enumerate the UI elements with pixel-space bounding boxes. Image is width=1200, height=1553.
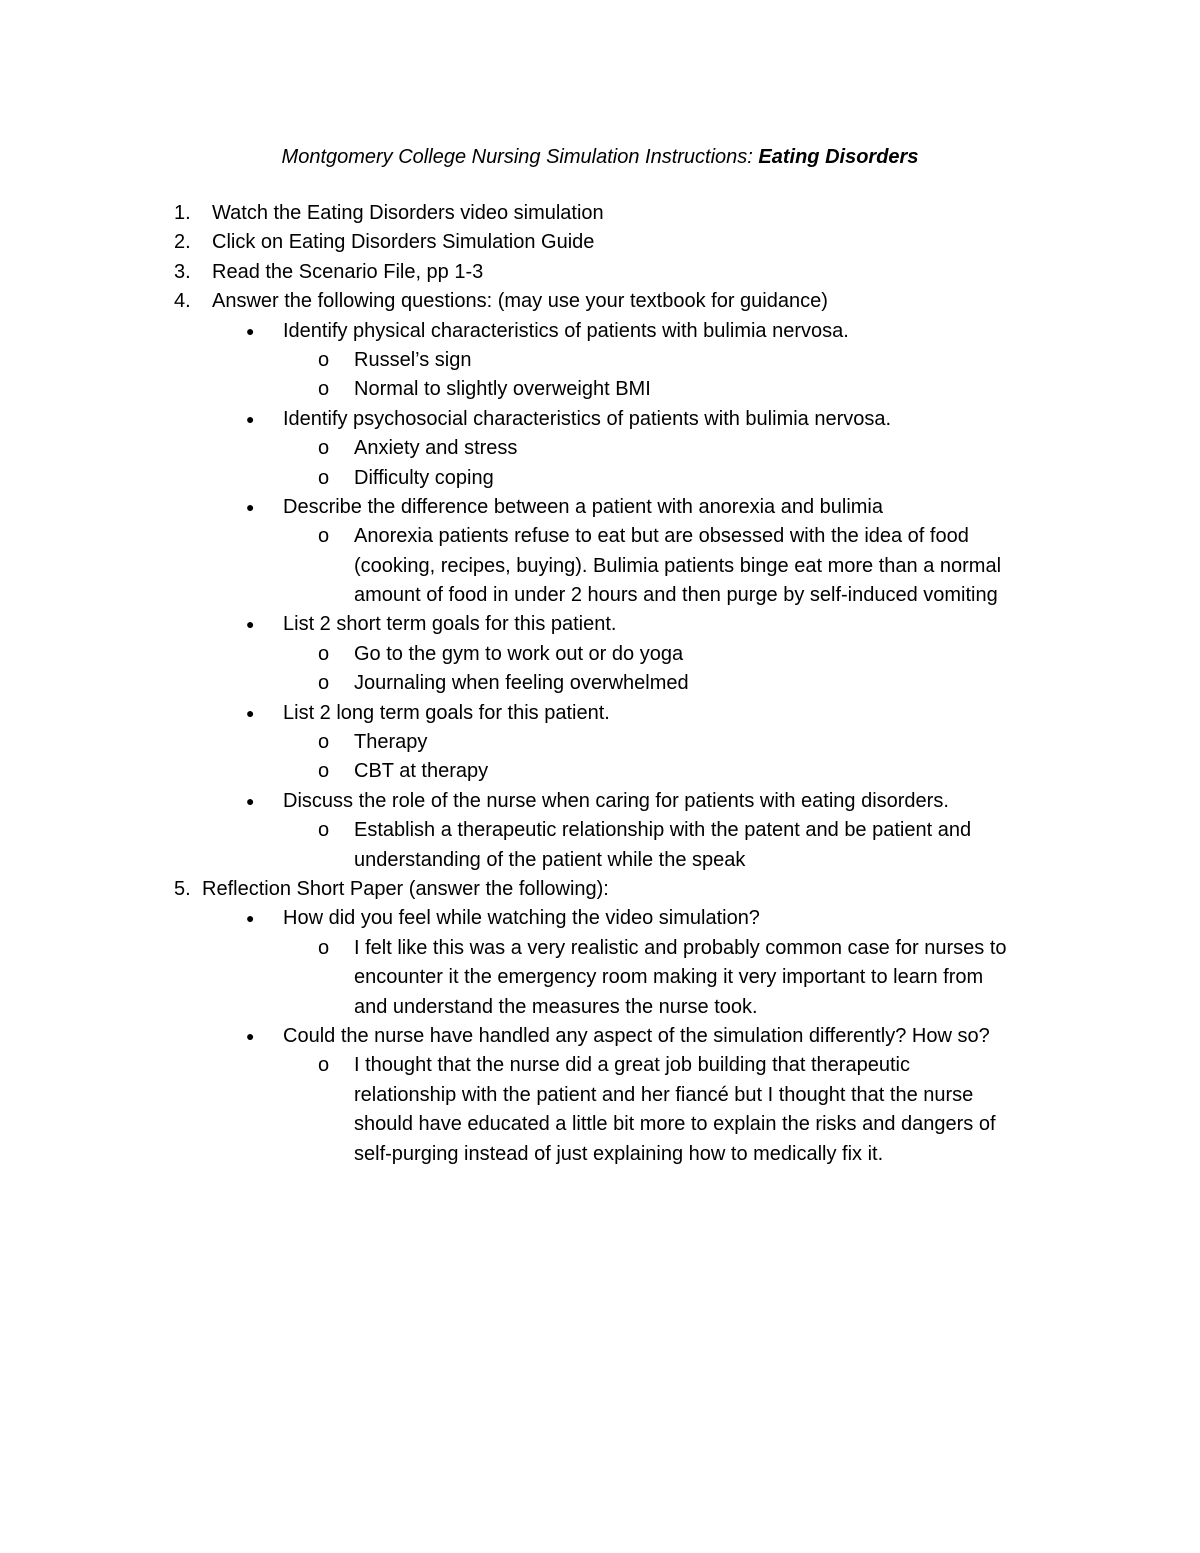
sub-bullet-marker: o bbox=[318, 731, 330, 754]
answer-item bbox=[0, 728, 1200, 757]
question-item bbox=[0, 493, 1200, 522]
answer-text: and understand the measures the nurse took. bbox=[354, 995, 758, 1018]
bullet-marker: ● bbox=[246, 616, 255, 633]
instructions-list bbox=[0, 199, 1200, 1169]
sub-bullet-marker: o bbox=[318, 819, 330, 842]
answer-item bbox=[0, 640, 1200, 669]
answer-text: Anorexia patients refuse to eat but are obsessed with the idea of food bbox=[354, 525, 969, 548]
question-item bbox=[0, 317, 1200, 346]
answer-text: I thought that the nurse did a great job building that therapeutic bbox=[354, 1054, 910, 1077]
answer-text: understanding of the patient while the speak bbox=[354, 848, 746, 871]
question-text: How did you feel while watching the video simulation? bbox=[283, 907, 760, 930]
answer-text: Establish a therapeutic relationship with the patent and be patient and bbox=[354, 819, 972, 842]
item-text: Answer the following questions: (may use your textbook for guidance) bbox=[212, 290, 828, 313]
question-text: Describe the difference between a patient with anorexia and bulimia bbox=[283, 495, 883, 518]
item-text: Watch the Eating Disorders video simulation bbox=[212, 202, 604, 224]
answer-text: encounter it the emergency room making it very important to learn from bbox=[354, 966, 984, 989]
title-italic: Montgomery College Nursing Simulation Instructions: bbox=[281, 146, 759, 168]
answer-item bbox=[0, 464, 1200, 493]
item-number: 4. bbox=[174, 290, 191, 313]
answer-item bbox=[0, 522, 1200, 551]
sub-bullet-marker: o bbox=[318, 378, 330, 401]
page-title bbox=[0, 143, 1200, 171]
answer-text: Difficulty coping bbox=[354, 466, 494, 489]
bullet-marker: ● bbox=[246, 704, 255, 721]
question-text: Identify psychosocial characteristics of patients with bulimia nervosa. bbox=[283, 407, 892, 430]
question-text: Discuss the role of the nurse when caring for patients with eating disorders. bbox=[283, 789, 949, 812]
question-item bbox=[0, 610, 1200, 639]
answer-item bbox=[0, 934, 1200, 963]
answer-continuation bbox=[0, 581, 1200, 610]
question-text: List 2 short term goals for this patient. bbox=[283, 613, 617, 636]
bullet-marker: ● bbox=[246, 792, 255, 809]
answer-item bbox=[0, 346, 1200, 375]
answer-text: self-purging instead of just explaining how to medically fix it. bbox=[354, 1142, 884, 1165]
bullet-marker: ● bbox=[246, 322, 255, 339]
answer-text: Anxiety and stress bbox=[354, 437, 518, 460]
answer-item bbox=[0, 757, 1200, 786]
question-item bbox=[0, 1022, 1200, 1051]
answer-item bbox=[0, 669, 1200, 698]
answer-text: Journaling when feeling overwhelmed bbox=[354, 672, 689, 695]
answer-text: I felt like this was a very realistic and probably common case for nurses to bbox=[354, 936, 1007, 959]
question-item bbox=[0, 787, 1200, 816]
question-item bbox=[0, 699, 1200, 728]
list-item bbox=[0, 287, 1200, 316]
question-item bbox=[0, 904, 1200, 933]
sub-bullet-marker: o bbox=[318, 936, 330, 959]
question-item bbox=[0, 405, 1200, 434]
bullet-marker: ● bbox=[246, 410, 255, 427]
answer-item bbox=[0, 375, 1200, 404]
answer-continuation bbox=[0, 993, 1200, 1022]
question-text: Could the nurse have handled any aspect of the simulation differently? How so? bbox=[283, 1024, 990, 1047]
answer-continuation bbox=[0, 846, 1200, 875]
answer-text: Normal to slightly overweight BMI bbox=[354, 378, 651, 401]
question-text: Identify physical characteristics of patients with bulimia nervosa. bbox=[283, 319, 849, 342]
answer-continuation bbox=[0, 1140, 1200, 1169]
bullet-marker: ● bbox=[246, 498, 255, 515]
answer-text: Therapy bbox=[354, 731, 428, 754]
answer-text: amount of food in under 2 hours and then purge by self-induced vomiting bbox=[354, 584, 998, 607]
answer-continuation bbox=[0, 963, 1200, 992]
answer-item bbox=[0, 816, 1200, 845]
answer-text: (cooking, recipes, buying). Bulimia patients binge eat more than a normal bbox=[354, 554, 1002, 577]
item-number: 2. bbox=[174, 231, 191, 254]
answer-text: Russel’s sign bbox=[354, 348, 472, 371]
answer-continuation bbox=[0, 1110, 1200, 1139]
title-bold: Eating Disorders bbox=[758, 146, 919, 168]
sub-bullet-marker: o bbox=[318, 525, 330, 548]
item-text: Reflection Short Paper (answer the following): bbox=[202, 877, 609, 900]
list-item bbox=[0, 228, 1200, 257]
list-item bbox=[0, 199, 1200, 228]
answer-text: CBT at therapy bbox=[354, 760, 489, 783]
sub-bullet-marker: o bbox=[318, 466, 330, 489]
list-item bbox=[0, 875, 1200, 904]
answer-item bbox=[0, 1051, 1200, 1080]
answer-continuation bbox=[0, 1081, 1200, 1110]
answer-text: Go to the gym to work out or do yoga bbox=[354, 642, 684, 665]
sub-bullet-marker: o bbox=[318, 348, 330, 371]
item-number: 3. bbox=[174, 260, 191, 283]
answer-item bbox=[0, 434, 1200, 463]
bullet-marker: ● bbox=[246, 1027, 255, 1044]
list-item bbox=[0, 258, 1200, 287]
bullet-marker: ● bbox=[246, 910, 255, 927]
sub-bullet-marker: o bbox=[318, 1054, 330, 1077]
item-text: Read the Scenario File, pp 1-3 bbox=[212, 260, 484, 283]
item-number: 5. bbox=[174, 877, 191, 900]
answer-continuation bbox=[0, 552, 1200, 581]
question-text: List 2 long term goals for this patient. bbox=[283, 701, 610, 724]
sub-bullet-marker: o bbox=[318, 760, 330, 783]
item-number: 1. bbox=[174, 202, 191, 224]
sub-bullet-marker: o bbox=[318, 672, 330, 695]
answer-text: should have educated a little bit more to explain the risks and dangers of bbox=[354, 1113, 996, 1136]
item-text: Click on Eating Disorders Simulation Guide bbox=[212, 231, 595, 254]
answer-text: relationship with the patient and her fiancé but I thought that the nurse bbox=[354, 1083, 974, 1106]
sub-bullet-marker: o bbox=[318, 642, 330, 665]
sub-bullet-marker: o bbox=[318, 437, 330, 460]
